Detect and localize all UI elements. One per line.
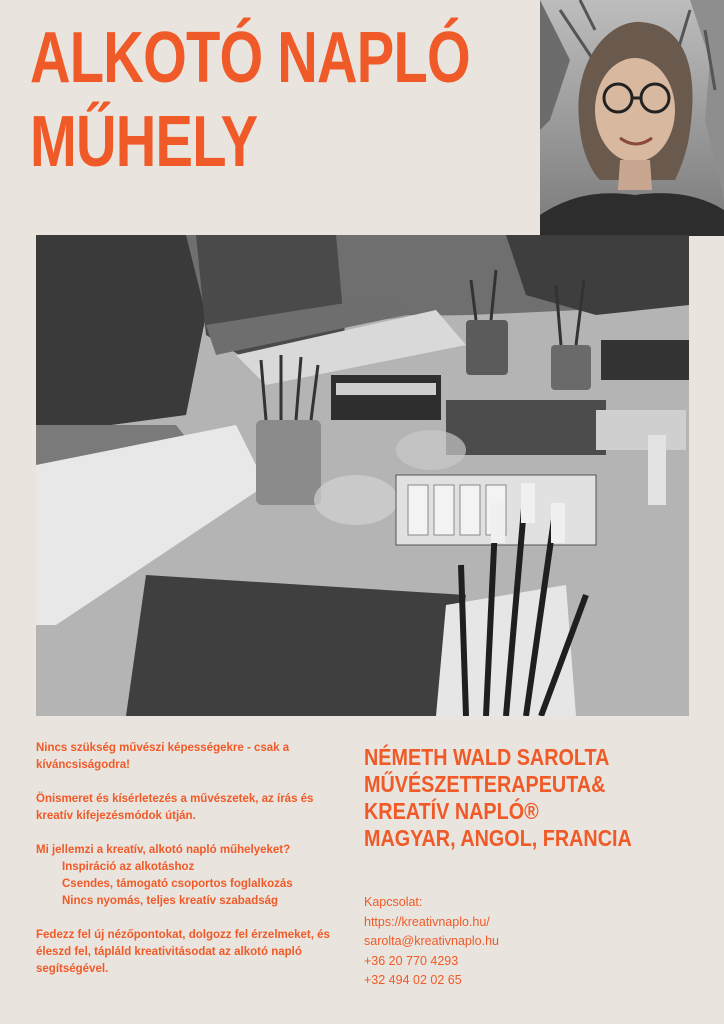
feature-item: Csendes, támogató csoportos foglalkozás (62, 878, 293, 890)
contact-label: Kapcsolat: (364, 895, 423, 909)
facilitator-heading (364, 744, 656, 852)
contact-phone-1[interactable]: +36 20 770 4293 (364, 953, 459, 968)
feature-item: Nincs nyomás, teljes kreatív szabadság (62, 895, 279, 907)
feature-item: Inspiráció az alkotáshoz (62, 861, 195, 873)
contact-phone-2[interactable]: +32 494 02 02 65 (364, 973, 462, 987)
workshop-photo (36, 235, 689, 716)
features-block (36, 842, 346, 910)
intro-paragraph-1: Nincs szükség művészi képességekre - csak a kíváncsiságodra! (36, 742, 290, 771)
intro-paragraph-4: Fedezz fel új nézőpontokat, dolgozz fel érzelmeket, és éleszd fel, tápláld kreativitásodat az alkotó napló segítségével. (36, 929, 330, 975)
description-text (36, 740, 346, 995)
facilitator-portrait-photo (540, 0, 724, 236)
facilitator-role-1: MŰVÉSZETTERAPEUTA& (364, 771, 606, 797)
facilitator-role-2: KREATÍV NAPLÓ® (364, 798, 539, 824)
facilitator-name: NÉMETH WALD SAROLTA (364, 744, 610, 770)
intro-paragraph-2: Önismeret és kísérletezés a művészetek, az írás és kreatív kifejezésmódok útján. (36, 793, 314, 822)
contact-block (364, 893, 664, 991)
title-line-1: ALKOTÓ NAPLÓ (30, 18, 470, 98)
features-question: Mi jellemzi a kreatív, alkotó napló műhelyeket? (36, 844, 291, 856)
facilitator-languages: MAGYAR, ANGOL, FRANCIA (364, 825, 632, 851)
contact-website-link[interactable]: https://kreativnaplo.hu/ (364, 914, 490, 929)
title-line-2: MŰHELY (30, 102, 258, 182)
contact-email-link[interactable]: sarolta@kreativnaplo.hu (364, 934, 499, 948)
poster-title (30, 16, 470, 184)
